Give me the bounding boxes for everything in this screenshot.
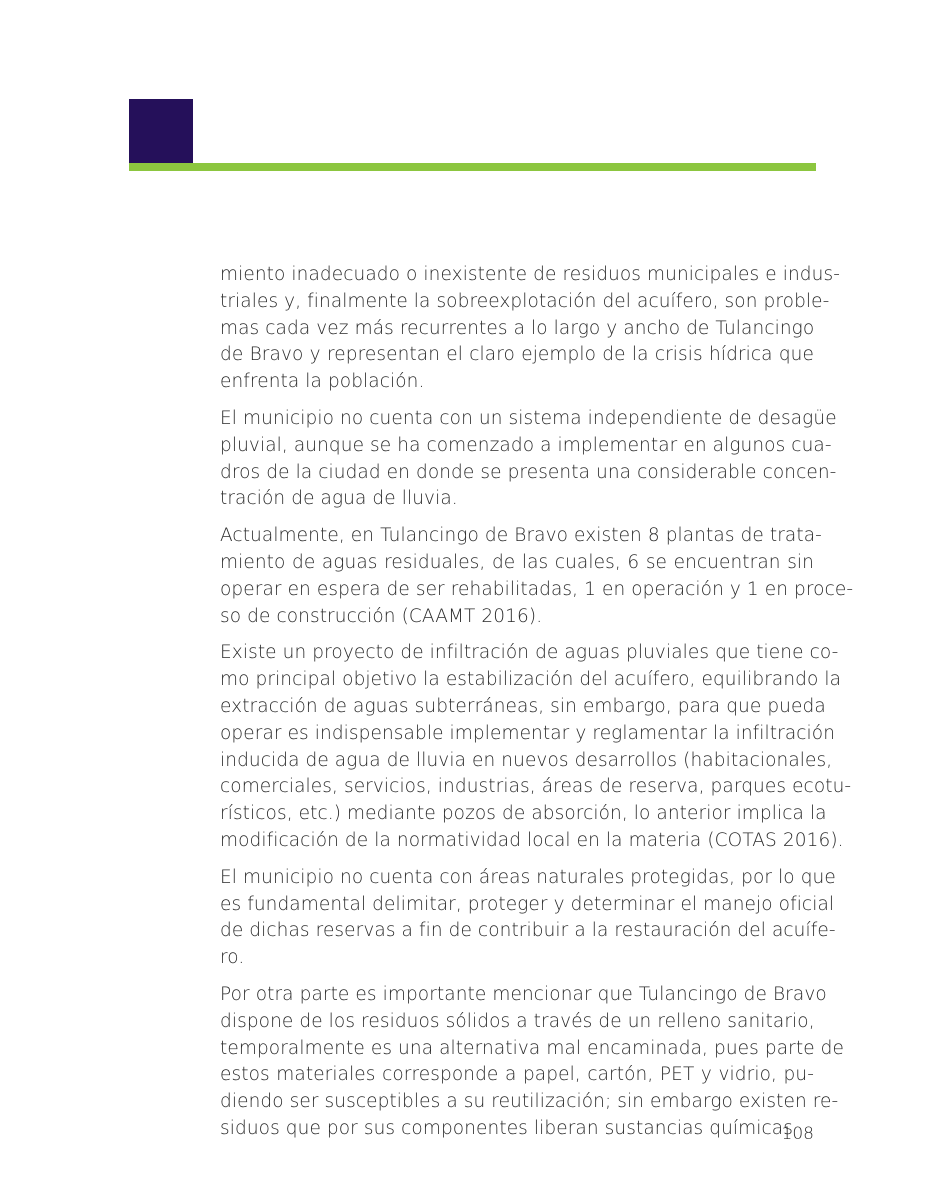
text-line: miento de aguas residuales, de las cuales, 6 se encuentran sin [220,551,814,573]
page-number: 108 [781,1124,814,1144]
text-line: es fundamental delimitar, proteger y determinar el manejo oficial [220,893,835,915]
text-line: tración de agua de lluvia. [220,488,458,510]
paragraph-3 [220,523,854,630]
header-accent-bar [129,163,816,171]
text-line: inducida de agua de lluvia en nuevos desarrollos (habitacionales, [220,749,833,771]
text-line: ro. [220,947,245,969]
text-line: operar en espera de ser rehabilitadas, 1 en operación y 1 en proce- [220,578,854,600]
text-line: El municipio no cuenta con un sistema independiente de desagüe [220,407,837,429]
text-line: mo principal objetivo la estabilización del acuífero, equilibrando la [220,669,842,691]
text-line: mas cada vez más recurrentes a lo largo y ancho de Tulancingo [220,317,815,339]
paragraph-4 [220,640,852,854]
text-line: so de construcción (CAAMT 2016). [220,605,543,627]
text-line: de dichas reservas a fin de contribuir a la restauración del acuífe- [220,920,836,942]
text-line: Existe un proyecto de infiltración de aguas pluviales que tiene co- [220,642,839,664]
text-line: enfrenta la población. [220,371,425,393]
text-line: siduos que por sus componentes liberan sustancias químicas [220,1117,793,1139]
text-line: Por otra parte es importante mencionar que Tulancingo de Bravo [220,983,827,1005]
text-line: triales y, finalmente la sobreexplotación del acuífero, son proble- [220,290,830,312]
text-line: dispone de los residuos sólidos a través de un relleno sanitario, [220,1010,815,1032]
text-line: estos materiales corresponde a papel, cartón, PET y vidrio, pu- [220,1064,814,1086]
text-line: dros de la ciudad en donde se presenta una considerable concen- [220,461,837,483]
text-line: Actualmente, en Tulancingo de Bravo existen 8 plantas de trata- [220,525,822,547]
paragraph-6 [220,982,844,1143]
text-line: El municipio no cuenta con áreas naturales protegidas, por lo que [220,866,836,888]
text-line: comerciales, servicios, industrias, áreas de reserva, parques ecotu- [220,776,852,798]
text-line: pluvial, aunque se ha comenzado a implementar en algunos cua- [220,434,832,456]
paragraph-2 [220,406,837,513]
paragraph-5 [220,865,836,972]
paragraph-1 [220,262,840,396]
body-text [220,262,854,1153]
text-line: temporalmente es una alternativa mal encaminada, pues parte de [220,1037,844,1059]
text-line: operar es indispensable implementar y reglamentar la infiltración [220,722,836,744]
text-line: de Bravo y representan el claro ejemplo de la crisis hídrica que [220,344,814,366]
text-line: extracción de aguas subterráneas, sin embargo, para que pueda [220,695,826,717]
text-line: miento inadecuado o inexistente de residuos municipales e indus- [220,264,840,285]
text-line: diendo ser susceptibles a su reutilización; sin embargo existen re- [220,1091,839,1113]
header-accent-square [129,99,193,163]
text-line: modificación de la normatividad local en la materia (COTAS 2016). [220,829,844,851]
text-line: rísticos, etc.) mediante pozos de absorción, lo anterior implica la [220,803,827,825]
